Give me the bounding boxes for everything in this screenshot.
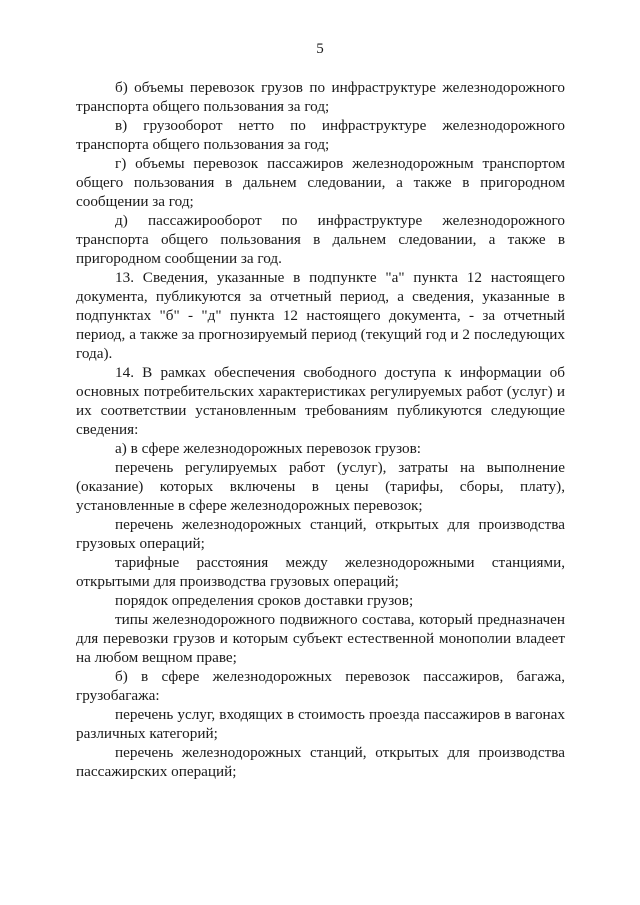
paragraph-1-b-cargo-volumes: б) объемы перевозок грузов по инфраструктуре железнодорожного транспорта общего пользования за год; — [76, 79, 565, 115]
paragraph-3-g-passenger-volumes: г) объемы перевозок пассажиров железнодорожным транспортом общего пользования в дальнем следовании, а также в пригородном сообщении за год; — [76, 155, 565, 210]
page-number: 5 — [316, 41, 324, 57]
paragraph-8-regulated-works-list: перечень регулируемых работ (услуг), затраты на выполнение (оказание) которых включены в цены (тарифы, сборы, плату), установленные в сфере железнодорожных перевозок; — [76, 459, 565, 514]
paragraph-4-d-passenger-turnover: д) пассажирооборот по инфраструктуре железнодорожного транспорта общего пользования в дальнем следовании, а также в пригородном сообщении за год. — [76, 212, 565, 267]
paragraph-9-cargo-stations-list: перечень железнодорожных станций, открытых для производства грузовых операций; — [76, 516, 565, 552]
paragraph-7-a-cargo-sphere: а) в сфере железнодорожных перевозок грузов: — [115, 440, 422, 457]
paragraph-13-b-passenger-sphere: б) в сфере железнодорожных перевозок пассажиров, багажа, грузобагажа: — [76, 668, 565, 704]
paragraph-6-item-14: 14. В рамках обеспечения свободного доступа к информации об основных потребительских характеристиках регулируемых работ (услуг) и их соответствии установленным требованиям публикуются следующие сведения: — [76, 364, 565, 438]
paragraph-2-v-cargo-turnover: в) грузооборот нетто по инфраструктуре железнодорожного транспорта общего пользования за год; — [76, 117, 565, 153]
document-body — [76, 78, 565, 781]
paragraph-5-item-13: 13. Сведения, указанные в подпункте "а" пункта 12 настоящего документа, публикуются за отчетный период, а сведения, указанные в подпунктах "б" - "д" пункта 12 настоящего документа, - за отчетный период, а также за прогнозируемый период (текущий год и 2 последующих года). — [76, 269, 565, 362]
paragraph-12-rolling-stock-types: типы железнодорожного подвижного состава, который предназначен для перевозки грузов и которым субъект естественной монополии владеет на любом вещном праве; — [76, 611, 565, 666]
paragraph-15-passenger-stations-list: перечень железнодорожных станций, открытых для производства пассажирских операций; — [76, 744, 565, 780]
paragraph-11-delivery-terms: порядок определения сроков доставки грузов; — [115, 592, 414, 609]
paragraph-10-tariff-distances: тарифные расстояния между железнодорожными станциями, открытыми для производства грузовых операций; — [76, 554, 565, 590]
paragraph-14-fare-services-list: перечень услуг, входящих в стоимость проезда пассажиров в вагонах различных категорий; — [76, 706, 565, 742]
